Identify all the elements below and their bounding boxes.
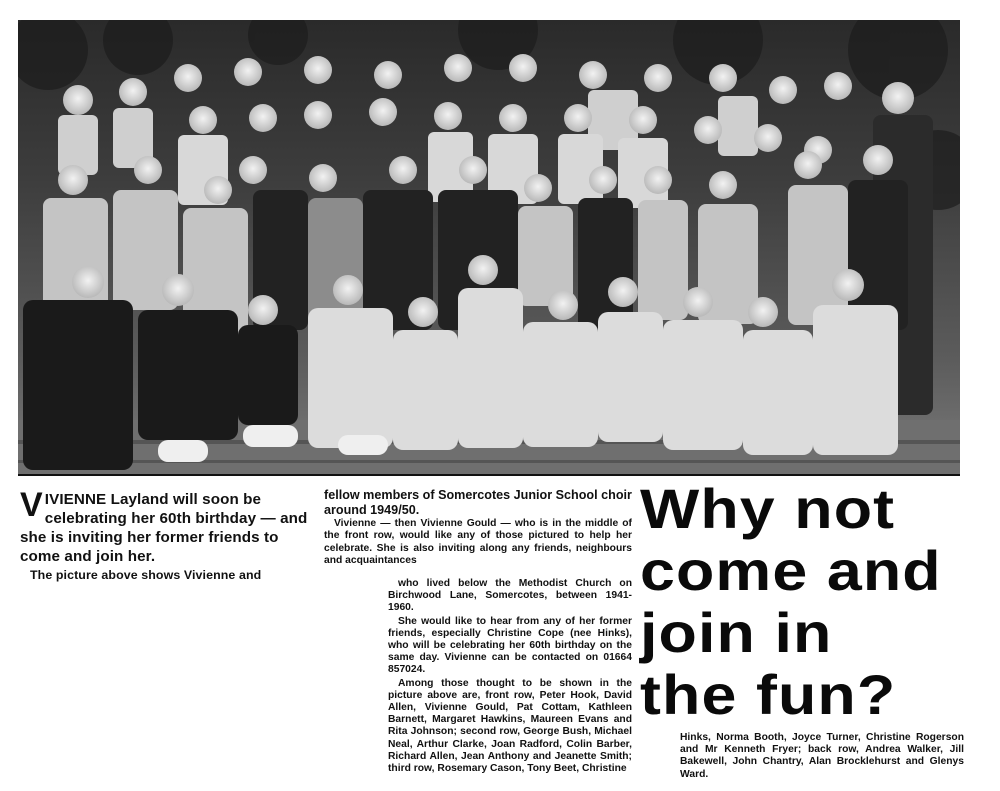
headline — [640, 478, 1000, 726]
body-column-3 — [388, 578, 632, 776]
col3-contact-paragraph: She would like to hear from any of her former friends, especially Christine Cope (nee Hinks), who will be celebrating her 60th birthday on the same day. Vivienne can be contacted on 01664 857024. — [388, 615, 632, 676]
lead-text: IVIENNE Layland will soon be celebrating her 60th birthday — and she is inviting her former friends to come and join her. — [20, 491, 308, 565]
col3-continuation: who lived below the Methodist Church on Birchwood Lane, Somercotes, between 1941-1960. — [388, 578, 632, 614]
lead-paragraph — [20, 486, 316, 583]
col3-names-paragraph: Among those thought to be shown in the picture above are, front row, Peter Hook, David Allen, Vivienne Gould, Pat Cottam, Kathleen Barnett, Margaret Hawkins, Maureen Evans and Rita Johnson; second row, George Bush, Michael Neal, Arthur Clarke, Joan Radford, Colin Barber, Richard Allen, Jean Anthony and Jeanette Smith; third row, Rosemary Cason, Tony Beet, Christine — [388, 677, 632, 775]
body-column-4 — [680, 732, 964, 781]
lead-second-line: The picture above shows Vivienne and — [30, 568, 262, 582]
headline-line-3: join in — [640, 601, 833, 664]
headline-line-1: Why not — [640, 477, 896, 540]
photo-image — [18, 20, 960, 474]
headline-line-2: come and — [640, 539, 942, 602]
body-column-2 — [324, 488, 632, 568]
col4-names-continuation: Hinks, Norma Booth, Joyce Turner, Christine Rogerson and Mr Kenneth Fryer; back row, Andrea Walker, Jill Bakewell, John Chantry, Alan Brocklehurst and Glenys Ward. — [680, 732, 964, 780]
col2-paragraph: Vivienne — then Vivienne Gould — who is in the middle of the front row, would like any of those pictured to help her celebrate. She is also inviting along any friends, neighbours and acquaintances — [324, 518, 632, 566]
drop-cap: V — [20, 486, 43, 524]
choir-group-photo — [18, 20, 960, 476]
col2-first-text: fellow members of Somercotes Junior School choir around 1949/50. — [324, 488, 632, 517]
headline-line-4: the fun? — [640, 663, 897, 726]
